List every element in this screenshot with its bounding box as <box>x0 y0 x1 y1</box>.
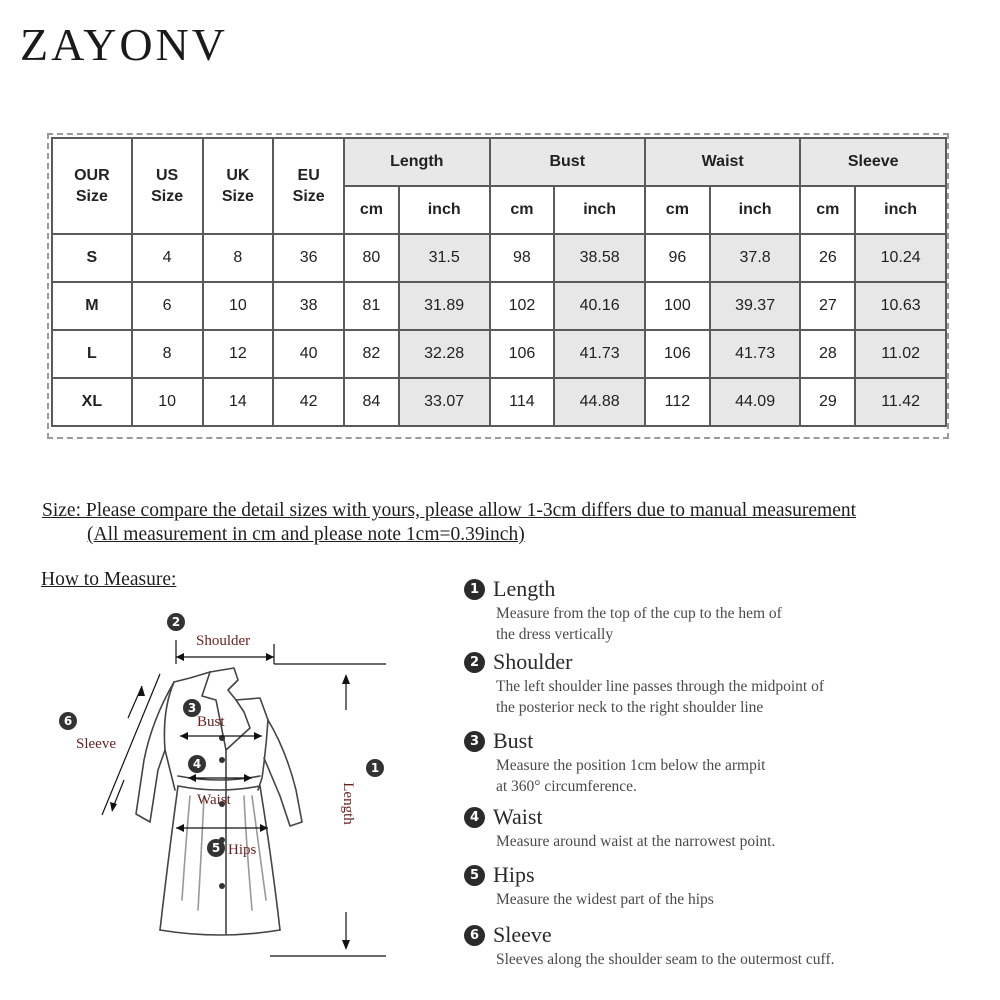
unit-inch: inch <box>710 186 801 234</box>
step-title: Waist <box>493 804 543 829</box>
table-cell: 37.8 <box>710 234 801 282</box>
table-cell: 100 <box>645 282 710 330</box>
table-cell: 41.73 <box>554 330 645 378</box>
table-cell: 98 <box>490 234 555 282</box>
table-cell: 31.5 <box>399 234 490 282</box>
header-waist: Waist <box>645 138 800 186</box>
table-cell: 33.07 <box>399 378 490 426</box>
table-cell: 11.42 <box>855 378 946 426</box>
step-waist <box>464 804 775 852</box>
step-description: Sleeves along the shoulder seam to the outermost cuff. <box>496 951 835 968</box>
table-cell: 10 <box>203 282 274 330</box>
step-description: Measure the position 1cm below the armpit at 360° circumference. <box>496 757 766 795</box>
shoulder-label: Shoulder <box>196 633 251 649</box>
table-row <box>52 330 946 378</box>
step-title: Hips <box>493 862 535 887</box>
table-cell: 114 <box>490 378 555 426</box>
step-shoulder <box>464 649 824 718</box>
table-cell: 11.02 <box>855 330 946 378</box>
table-row <box>52 282 946 330</box>
length-label: Length <box>339 782 356 825</box>
step-description: Measure from the top of the cup to the hem of the dress vertically <box>496 605 782 643</box>
marker-6: 6 <box>59 712 77 730</box>
bust-label: Bust <box>197 714 225 730</box>
size-table <box>51 137 947 427</box>
table-cell: 106 <box>645 330 710 378</box>
marker-4: 4 <box>188 755 206 773</box>
sleeve-label: Sleeve <box>76 736 116 752</box>
table-cell: 32.28 <box>399 330 490 378</box>
table-cell: 102 <box>490 282 555 330</box>
header-sleeve: Sleeve <box>800 138 946 186</box>
step-number: 2 <box>464 652 485 673</box>
table-cell: 31.89 <box>399 282 490 330</box>
step-number: 1 <box>464 579 485 600</box>
step-number: 5 <box>464 865 485 886</box>
table-cell: 40 <box>273 330 344 378</box>
step-title: Shoulder <box>493 649 573 674</box>
header-uk-size: UK Size <box>203 138 274 234</box>
step-title: Bust <box>493 728 534 753</box>
table-cell: 44.09 <box>710 378 801 426</box>
size-note <box>42 500 856 546</box>
dress-measurement-diagram <box>40 600 400 970</box>
size-note-line-2: (All measurement in cm and please note 1cm=0.39inch) <box>87 524 525 545</box>
size-label-cell: XL <box>52 378 132 426</box>
table-cell: 80 <box>344 234 399 282</box>
table-cell: 81 <box>344 282 399 330</box>
table-cell: 38.58 <box>554 234 645 282</box>
unit-cm: cm <box>344 186 399 234</box>
size-label-cell: S <box>52 234 132 282</box>
table-cell: 10 <box>132 378 203 426</box>
table-cell: 26 <box>800 234 855 282</box>
table-cell: 44.88 <box>554 378 645 426</box>
marker-3: 3 <box>183 699 201 717</box>
table-cell: 28 <box>800 330 855 378</box>
table-row <box>52 234 946 282</box>
step-length <box>464 576 782 645</box>
table-cell: 6 <box>132 282 203 330</box>
table-cell: 14 <box>203 378 274 426</box>
header-us-size: US Size <box>132 138 203 234</box>
unit-inch: inch <box>399 186 490 234</box>
step-description: Measure around waist at the narrowest point. <box>496 833 776 850</box>
size-table-body <box>52 234 946 426</box>
unit-cm: cm <box>645 186 710 234</box>
step-number: 6 <box>464 925 485 946</box>
waist-label: Waist <box>197 792 231 808</box>
hips-label: Hips <box>228 842 257 858</box>
size-chart <box>47 133 949 439</box>
unit-cm: cm <box>490 186 555 234</box>
brand-logo: ZAYONV <box>20 19 228 70</box>
table-cell: 27 <box>800 282 855 330</box>
table-cell: 38 <box>273 282 344 330</box>
table-cell: 36 <box>273 234 344 282</box>
table-cell: 8 <box>132 330 203 378</box>
table-cell: 82 <box>344 330 399 378</box>
marker-5: 5 <box>207 839 225 857</box>
marker-2: 2 <box>167 613 185 631</box>
step-sleeve <box>464 922 834 970</box>
header-bust: Bust <box>490 138 645 186</box>
table-cell: 4 <box>132 234 203 282</box>
step-title: Sleeve <box>493 922 552 947</box>
step-description: Measure the widest part of the hips <box>496 891 714 908</box>
size-label-cell: M <box>52 282 132 330</box>
unit-inch: inch <box>855 186 946 234</box>
table-cell: 39.37 <box>710 282 801 330</box>
how-to-measure-heading: How to Measure: <box>41 569 177 590</box>
step-description: The left shoulder line passes through the midpoint of the posterior neck to the right shoulder line <box>496 678 825 716</box>
step-number: 3 <box>464 731 485 752</box>
table-cell: 29 <box>800 378 855 426</box>
table-cell: 40.16 <box>554 282 645 330</box>
header-length: Length <box>344 138 490 186</box>
table-cell: 10.24 <box>855 234 946 282</box>
table-cell: 8 <box>203 234 274 282</box>
table-cell: 10.63 <box>855 282 946 330</box>
step-title: Length <box>493 576 556 601</box>
table-cell: 84 <box>344 378 399 426</box>
table-cell: 112 <box>645 378 710 426</box>
size-note-line-1: Size: Please compare the detail sizes with yours, please allow 1-3cm differs due to manual measurement <box>42 500 857 521</box>
header-our-size: OUR Size <box>52 138 132 234</box>
step-number: 4 <box>464 807 485 828</box>
table-row <box>52 378 946 426</box>
header-eu-size: EU Size <box>273 138 344 234</box>
size-label-cell: L <box>52 330 132 378</box>
step-bust <box>464 728 765 797</box>
step-hips <box>464 862 714 910</box>
table-cell: 42 <box>273 378 344 426</box>
table-cell: 96 <box>645 234 710 282</box>
unit-inch: inch <box>554 186 645 234</box>
marker-1: 1 <box>366 759 384 777</box>
table-cell: 12 <box>203 330 274 378</box>
table-cell: 41.73 <box>710 330 801 378</box>
unit-cm: cm <box>800 186 855 234</box>
table-cell: 106 <box>490 330 555 378</box>
